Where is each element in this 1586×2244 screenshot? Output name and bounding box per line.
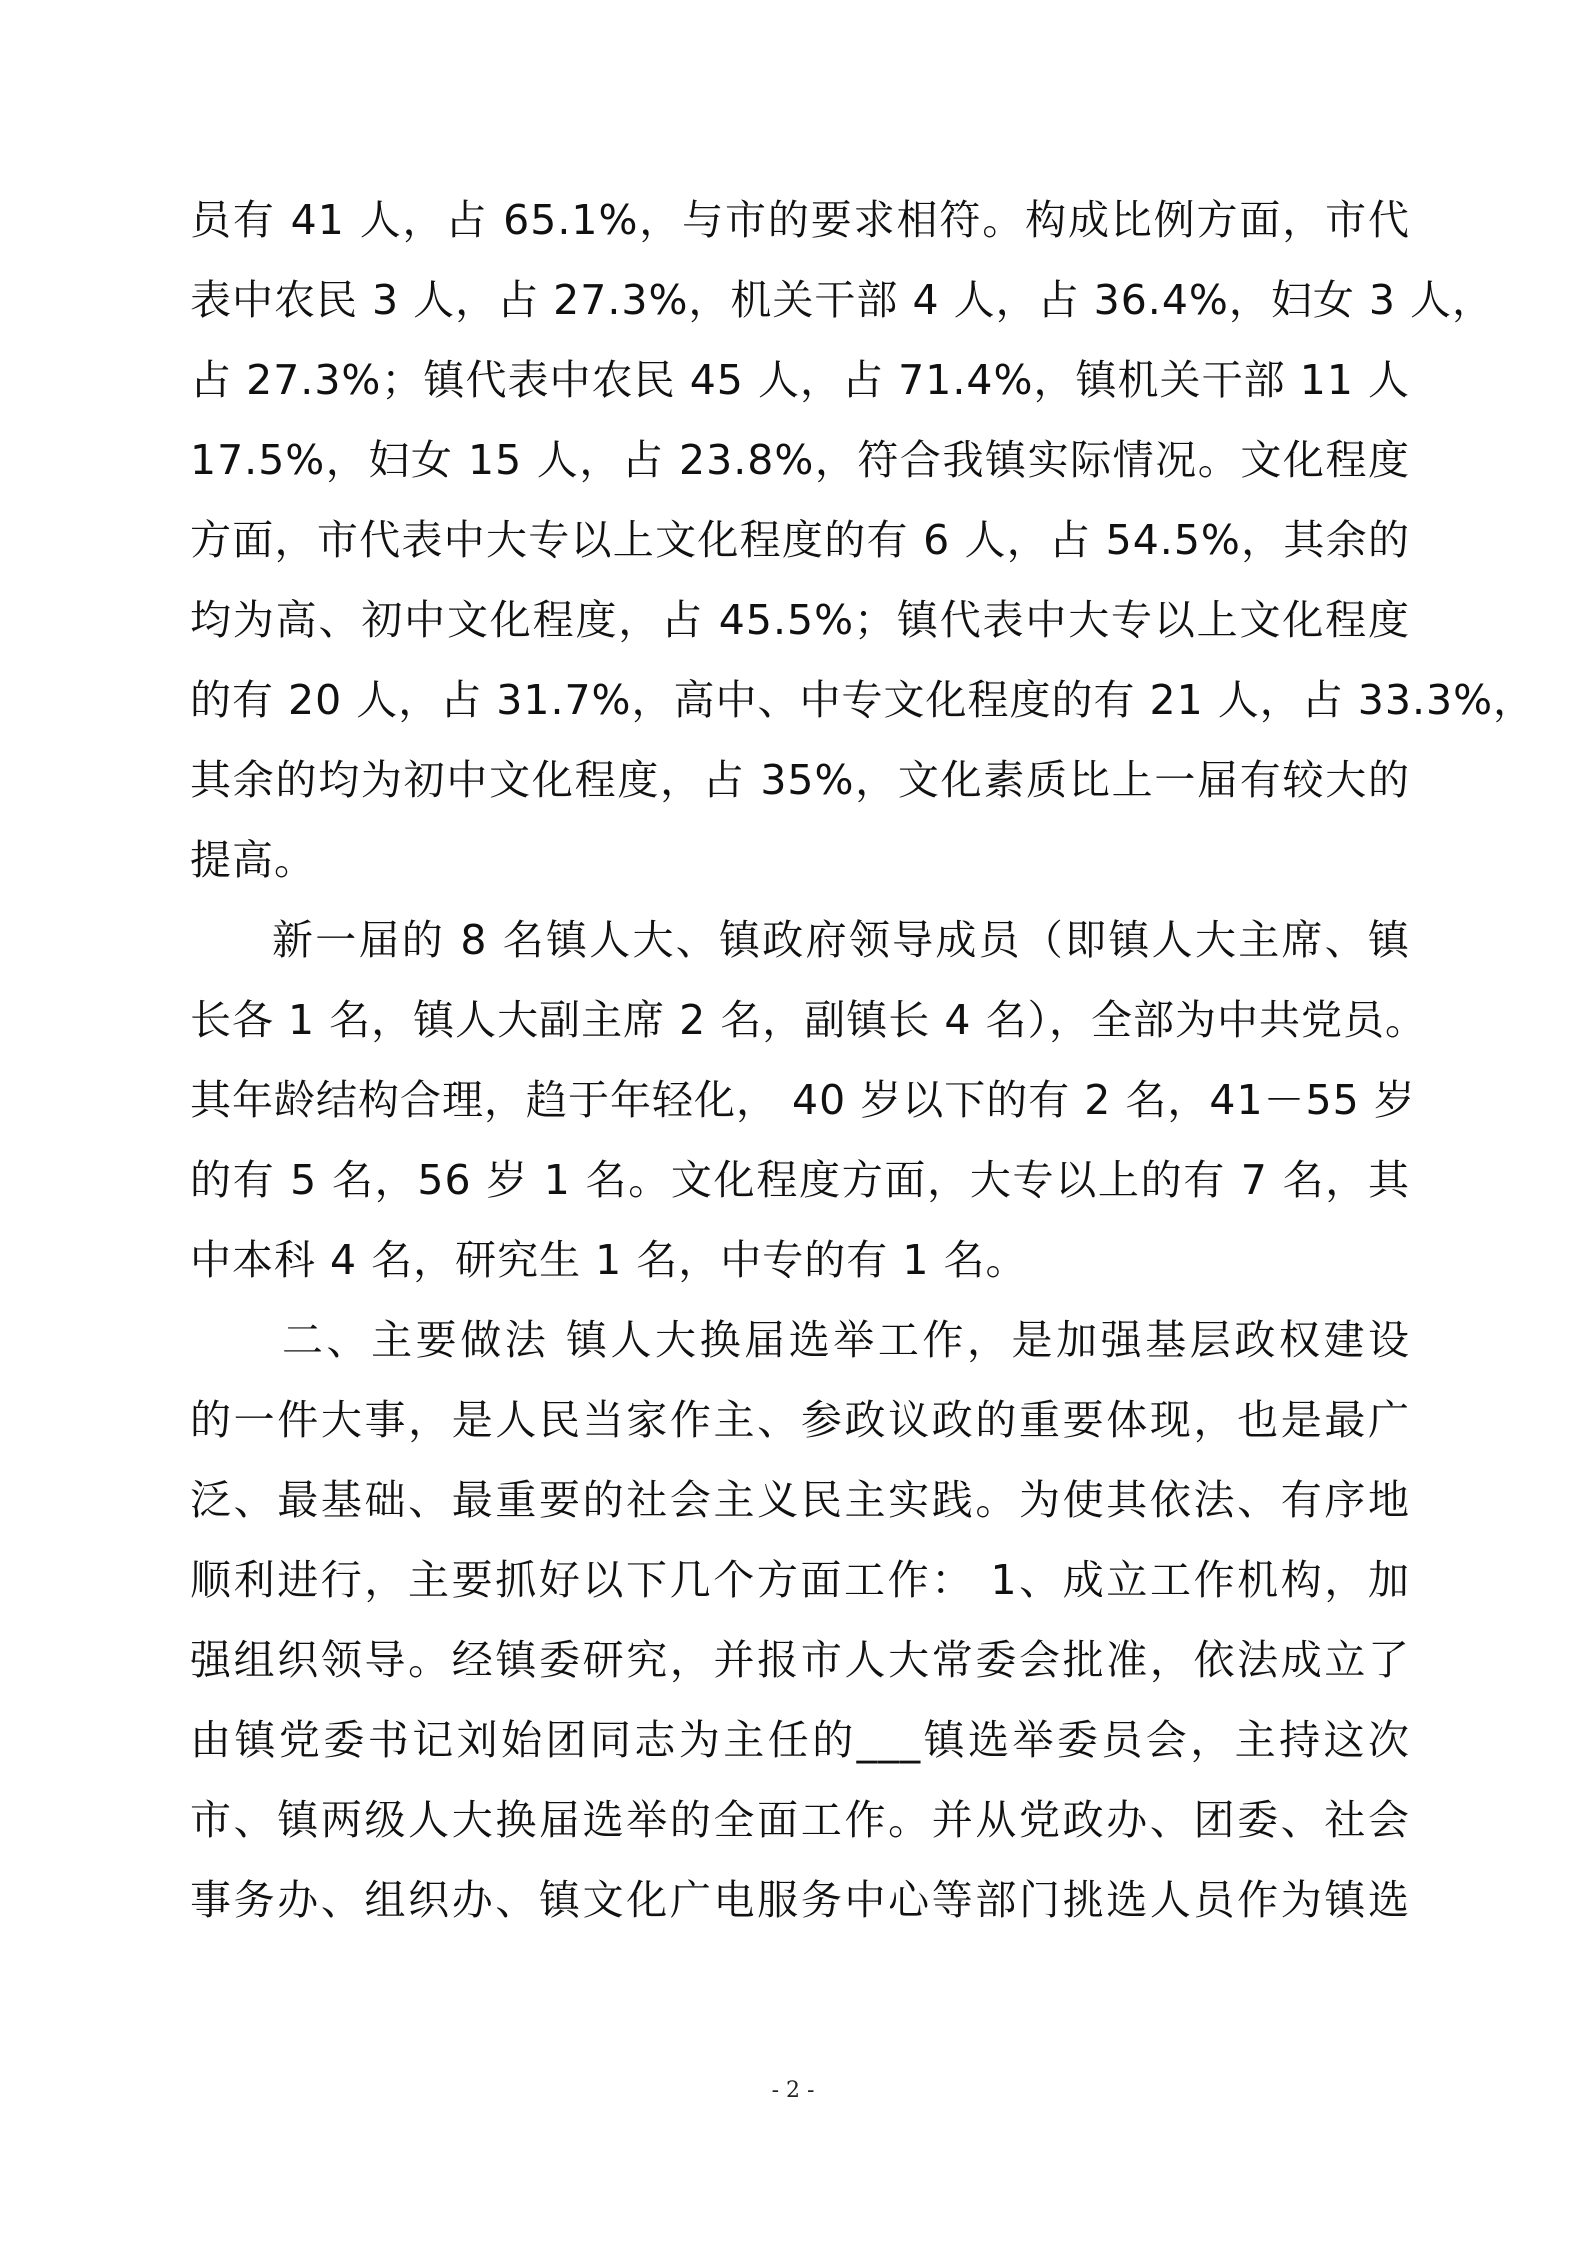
text-line: 均为高、初中文化程度，占 45.5%；镇代表中大专以上文化程度 (190, 596, 1410, 644)
text-line: 新一届的 8 名镇人大、镇政府领导成员（即镇人大主席、镇 (272, 916, 1410, 964)
text-line: 的有 5 名，56 岁 1 名。文化程度方面，大专以上的有 7 名，其 (190, 1156, 1410, 1204)
text-line: 员有 41 人，占 65.1%，与市的要求相符。构成比例方面，市代 (190, 196, 1410, 244)
text-line: 长各 1 名，镇人大副主席 2 名，副镇长 4 名），全部为中共党员。 (190, 996, 1427, 1044)
text-line: 占 27.3%；镇代表中农民 45 人，占 71.4%，镇机关干部 11 人 (190, 356, 1410, 404)
text-line: 顺利进行，主要抓好以下几个方面工作： 1、成立工作机构，加 (190, 1556, 1410, 1604)
text-line: 市、镇两级人大换届选举的全面工作。并从党政办、团委、社会 (190, 1796, 1410, 1844)
text-line: 中本科 4 名，研究生 1 名，中专的有 1 名。 (190, 1236, 1028, 1284)
text-line: 的一件大事，是人民当家作主、参政议政的重要体现，也是最广 (190, 1396, 1410, 1444)
text-line: 的有 20 人，占 31.7%，高中、中专文化程度的有 21 人，占 33.3%， (190, 676, 1536, 724)
text-line: 17.5%，妇女 15 人，占 23.8%，符合我镇实际情况。文化程度 (190, 436, 1410, 484)
text-line: 其余的均为初中文化程度，占 35%，文化素质比上一届有较大的 (190, 756, 1410, 804)
text-line: 其年龄结构合理，趋于年轻化， 40 岁以下的有 2 名，41－55 岁 (190, 1076, 1416, 1124)
text-line: 表中农民 3 人，占 27.3%，机关干部 4 人，占 36.4%，妇女 3 人， (190, 276, 1495, 324)
text-line: 二、主要做法 镇人大换届选举工作，是加强基层政权建设 (282, 1316, 1410, 1364)
text-line: 强组织领导。经镇委研究，并报市人大常委会批准，依法成立了 (190, 1636, 1410, 1684)
text-line: 事务办、组织办、镇文化广电服务中心等部门挑选人员作为镇选 (190, 1876, 1410, 1924)
text-line: 由镇党委书记刘始团同志为主任的___镇选举委员会，主持这次 (190, 1716, 1410, 1764)
text-line: 泛、最基础、最重要的社会主义民主实践。为使其依法、有序地 (190, 1476, 1410, 1524)
text-line: 方面，市代表中大专以上文化程度的有 6 人，占 54.5%，其余的 (190, 516, 1410, 564)
page-number: - 2 - (771, 2078, 815, 2103)
text-line: 提高。 (190, 836, 316, 884)
